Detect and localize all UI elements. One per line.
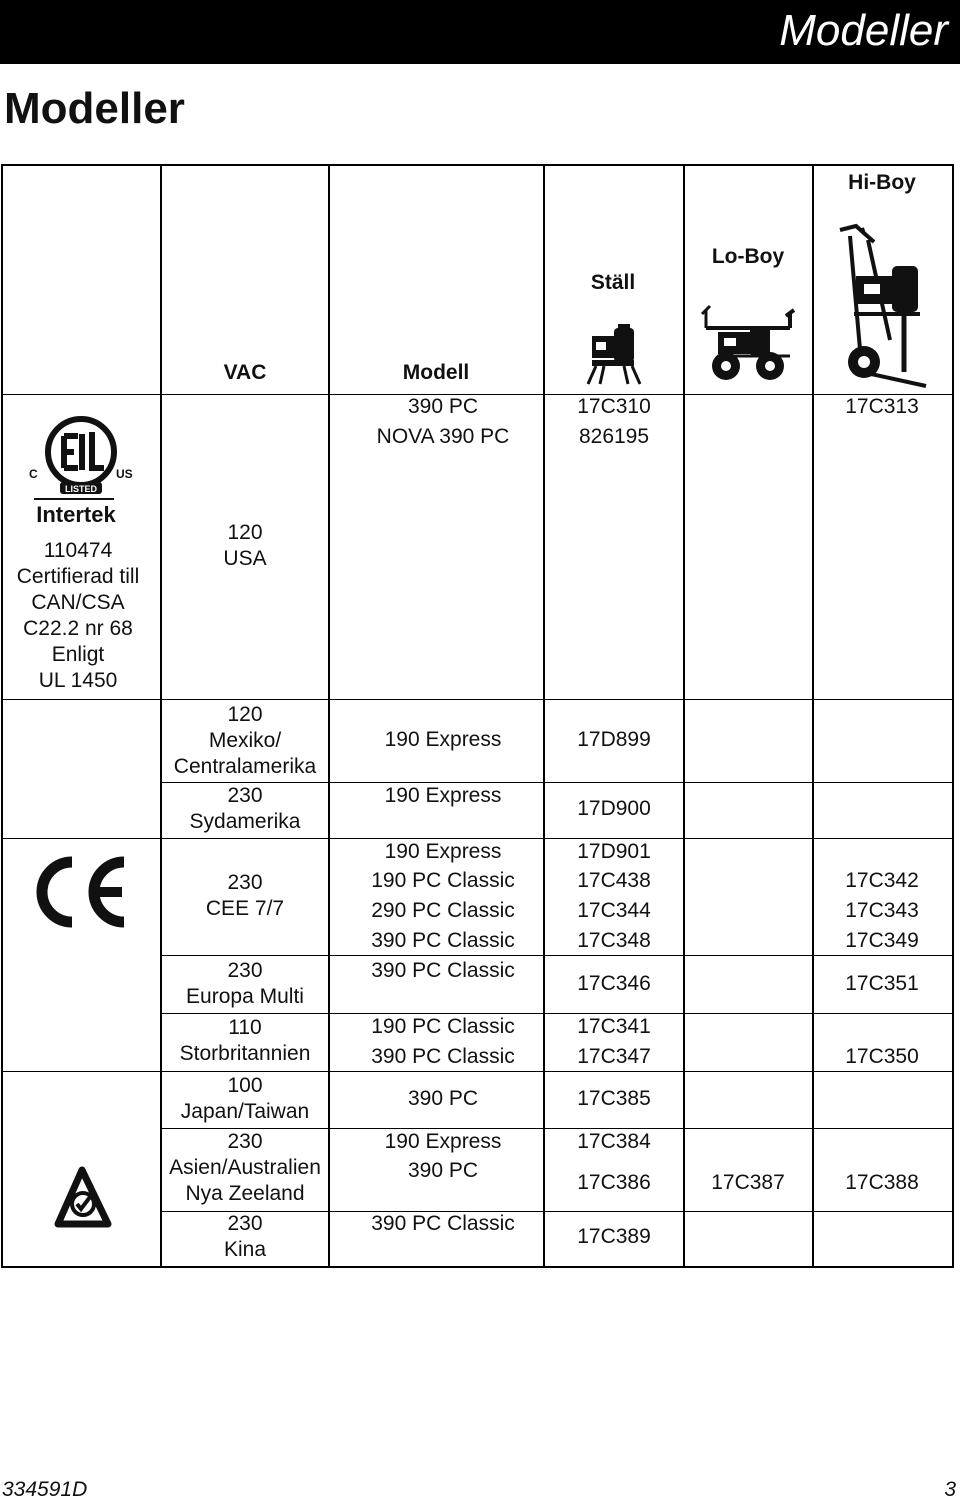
page-number: 3 <box>944 1478 956 1501</box>
col-divider-stall <box>683 164 685 1268</box>
hiboy-part-number: 17C388 <box>845 1171 919 1194</box>
hiboy-part-number: 17C349 <box>845 929 919 952</box>
loboy-part-number: 17C387 <box>711 1171 785 1194</box>
region-name: Centralamerika <box>173 755 317 778</box>
region-name: USA <box>223 547 267 570</box>
hiboy-sprayer-icon <box>834 222 930 390</box>
stall-part-number: 17D901 <box>577 840 651 863</box>
row-divider <box>160 1211 954 1212</box>
model-name: 390 PC <box>407 1087 479 1110</box>
cert-line: UL 1450 <box>38 669 118 692</box>
region-name: Kina <box>223 1238 267 1261</box>
table-border-right <box>952 164 954 1268</box>
hiboy-part-number: 17C313 <box>845 395 919 418</box>
model-name: 190 PC Classic <box>371 869 515 892</box>
region-name: Nya Zeeland <box>185 1182 305 1205</box>
region-name: Storbritannien <box>179 1042 311 1065</box>
model-name: NOVA 390 PC <box>376 425 510 448</box>
vac-value: 120 <box>227 703 263 726</box>
model-name: 290 PC Classic <box>371 899 515 922</box>
col-divider-vac <box>328 164 330 1268</box>
stand-sprayer-icon <box>584 320 644 386</box>
table-border-bottom <box>1 1266 954 1268</box>
stall-part-number: 826195 <box>578 425 650 448</box>
stall-part-number: 17C386 <box>577 1171 651 1194</box>
stall-part-number: 17C347 <box>577 1045 651 1068</box>
vac-value: 230 <box>227 1130 263 1153</box>
model-name: 390 PC Classic <box>371 1045 515 1068</box>
ce-mark-icon <box>28 852 132 932</box>
document-number: 334591D <box>2 1478 88 1501</box>
region-name: Europa Multi <box>186 985 304 1008</box>
model-name: 390 PC <box>407 1159 479 1182</box>
stall-part-number: 17C348 <box>577 929 651 952</box>
hiboy-part-number: 17C350 <box>845 1045 919 1068</box>
model-name: 190 Express <box>384 784 502 807</box>
etl-listed-label: LISTED <box>64 484 98 494</box>
cert-line: 110474 <box>43 539 113 562</box>
model-name: 390 PC Classic <box>371 1212 515 1235</box>
row-divider <box>160 1013 954 1014</box>
row-divider <box>160 955 954 956</box>
col-divider-model <box>543 164 545 1268</box>
model-name: 190 PC Classic <box>371 1015 515 1038</box>
table-border-top <box>1 164 954 166</box>
table-border-left <box>1 164 3 1268</box>
region-name: Japan/Taiwan <box>180 1100 310 1123</box>
model-name: 390 PC <box>407 395 479 418</box>
stall-part-number: 17C346 <box>577 972 651 995</box>
model-column-header: Modell <box>402 361 470 384</box>
stall-part-number: 17C341 <box>577 1015 651 1038</box>
cert-line: Certifierad till <box>16 565 140 588</box>
vac-column-header: VAC <box>223 361 267 384</box>
cert-line: C22.2 nr 68 <box>23 617 133 640</box>
col-divider-loboy <box>812 164 814 1268</box>
etl-listed-icon <box>26 414 136 498</box>
stall-part-number: 17C438 <box>577 869 651 892</box>
region-name: CEE 7/7 <box>205 897 285 920</box>
vac-value: 230 <box>227 959 263 982</box>
stall-part-number: 17C310 <box>577 395 651 418</box>
stall-part-number: 17C384 <box>577 1130 651 1153</box>
vac-value: 230 <box>227 784 263 807</box>
intertek-label: Intertek <box>36 502 116 527</box>
row-divider <box>160 782 954 783</box>
row-divider <box>160 1128 954 1129</box>
loboy-column-header: Lo-Boy <box>711 245 785 268</box>
model-name: 390 PC Classic <box>371 959 515 982</box>
page-title: Modeller <box>4 84 185 133</box>
vac-value: 230 <box>227 871 263 894</box>
stall-part-number: 17D899 <box>577 728 651 751</box>
vac-value: 100 <box>227 1074 263 1097</box>
region-name: Mexiko/ <box>208 729 282 752</box>
intertek-rule <box>34 498 114 500</box>
col-divider-cert <box>160 164 162 1268</box>
row-divider <box>1 699 954 700</box>
cert-line: CAN/CSA <box>31 591 125 614</box>
etl-c-label: C <box>29 467 38 481</box>
cert-line: Enligt <box>51 643 105 666</box>
region-name: Sydamerika <box>189 810 301 833</box>
rcm-mark-icon <box>50 1164 114 1228</box>
model-name: 390 PC Classic <box>371 929 515 952</box>
stall-part-number: 17C385 <box>577 1087 651 1110</box>
loboy-sprayer-icon <box>700 302 796 384</box>
model-name: 190 Express <box>384 840 502 863</box>
etl-us-label: US <box>116 467 133 481</box>
hiboy-part-number: 17C343 <box>845 899 919 922</box>
stall-part-number: 17C344 <box>577 899 651 922</box>
vac-value: 120 <box>227 521 263 544</box>
stall-part-number: 17C389 <box>577 1225 651 1248</box>
hiboy-column-header: Hi-Boy <box>848 171 916 194</box>
row-divider <box>1 1071 954 1072</box>
vac-value: 230 <box>227 1212 263 1235</box>
hiboy-part-number: 17C342 <box>845 869 919 892</box>
stall-part-number: 17D900 <box>577 797 651 820</box>
header-bar <box>0 0 960 64</box>
stall-column-header: Ställ <box>590 271 636 294</box>
vac-value: 110 <box>228 1016 262 1039</box>
hiboy-part-number: 17C351 <box>845 972 919 995</box>
model-name: 190 Express <box>384 1130 502 1153</box>
model-name: 190 Express <box>384 728 502 751</box>
region-name: Asien/Australien <box>169 1156 321 1179</box>
header-section-title: Modeller <box>779 6 948 55</box>
